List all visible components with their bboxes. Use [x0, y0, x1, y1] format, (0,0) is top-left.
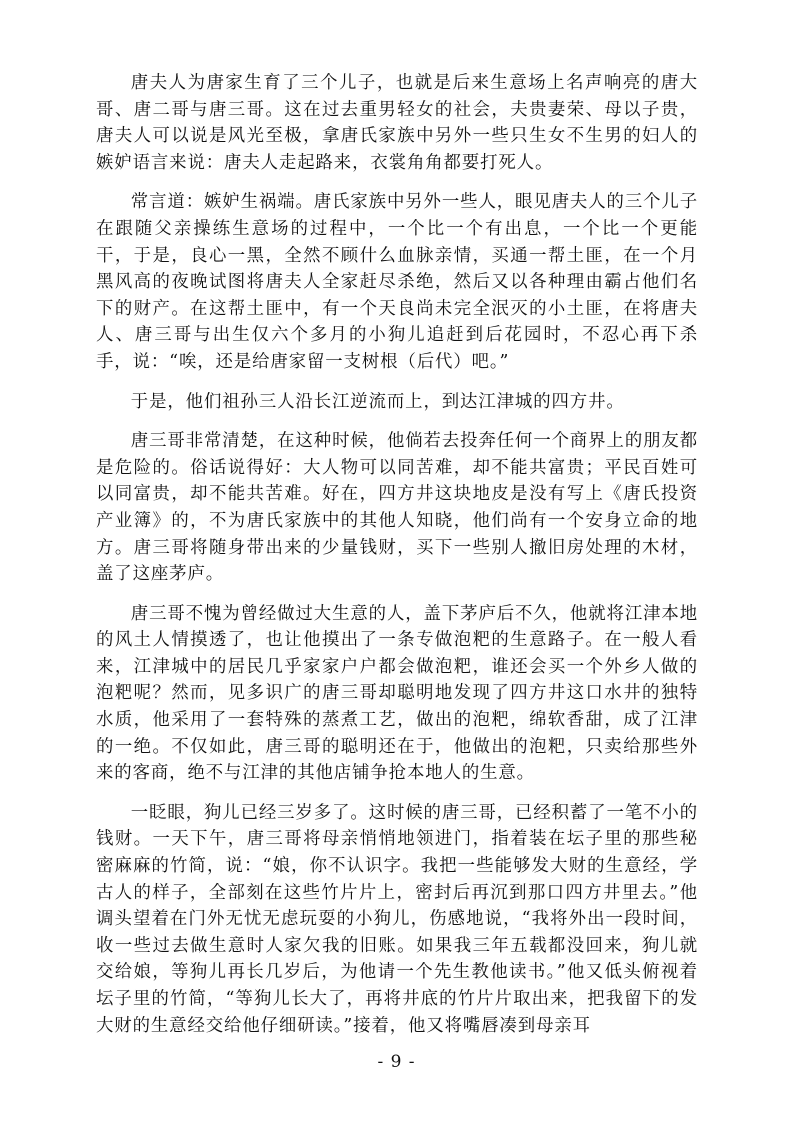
- paragraph-1: 唐夫人为唐家生育了三个儿子，也就是后来生意场上名声响亮的唐大哥、唐二哥与唐三哥。这在过去重男轻女的社会，夫贵妻荣、母以子贵，唐夫人可以说是风光至极，拿唐氏家族中另外一些只生女不生男的妇人的嫉妒语言来说：唐夫人走起路来，衣裳角角都要打死人。: [96, 73, 698, 173]
- paragraph-5: 唐三哥不愧为曾经做过大生意的人，盖下茅庐后不久，他就将江津本地的风土人情摸透了，也让他摸出了一条专做泡粑的生意路子。在一般人看来，江津城中的居民几乎家家户户都会做泡粑，谁还会买一个外乡人做的泡粑呢？然而，见多识广的唐三哥却聪明地发现了四方井这口水井的独特水质，他采用了一套特殊的蒸煮工艺，做出的泡粑，绵软香甜，成了江津的一绝。不仅如此，唐三哥的聪明还在于，他做出的泡粑，只卖给那些外来的客商，绝不与江津的其他店铺争抢本地人的生意。: [96, 603, 698, 784]
- body-text: [96, 70, 698, 1052]
- paragraph-2: 常言道：嫉妒生祸端。唐氏家族中另外一些人，眼见唐夫人的三个儿子在跟随父亲操练生意场的过程中，一个比一个有出息，一个比一个更能干，于是，良心一黑，全然不顾什么血脉亲情，买通一帮土匪，在一个月黑风高的夜晚试图将唐夫人全家赶尽杀绝，然后又以各种理由霸占他们名下的财产。在这帮土匪中，有一个天良尚未完全泯灭的小土匪，在将唐夫人、唐三哥与出生仅六个多月的小狗儿追赶到后花园时，不忍心再下杀手，说：“唉，还是给唐家留一支树根（后代）吧。”: [96, 192, 698, 372]
- page-number: - 9 -: [377, 1052, 416, 1072]
- paragraph-4: 唐三哥非常清楚，在这种时候，他倘若去投奔任何一个商界上的朋友都是危险的。俗话说得好：大人物可以同苦难，却不能共富贵；平民百姓可以同富贵，却不能共苦难。好在，四方井这块地皮是没有写上《唐氏投资产业簿》的，不为唐氏家族中的其他人知晓，他们尚有一个安身立命的地方。唐三哥将随身带出来的少量钱财，买下一些别人撤旧房处理的木材，盖了这座茅庐。: [96, 431, 698, 585]
- paragraph-6: 一眨眼，狗儿已经三岁多了。这时候的唐三哥，已经积蓄了一笔不小的钱财。一天下午，唐三哥将母亲悄悄地领进门，指着装在坛子里的那些秘密麻麻的竹简，说：“娘，你不认识字。我把一些能够发大财的生意经，学古人的样子，全部刻在这些竹片片上，密封后再沉到那口四方井里去。”他调头望着在门外无忧无虑玩耍的小狗儿，伤感地说，“我将外出一段时间，收一些过去做生意时人家欠我的旧账。如果我三年五载都没回来，狗儿就交给娘，等狗儿再长几岁后，为他请一个先生教他读书。”他又低头俯视着坛子里的竹简，“等狗儿长大了，再将井底的竹片片取出来，把我留下的发大财的生意经交给他仔细研读。”接着，他又将嘴唇凑到母亲耳: [96, 802, 698, 1036]
- paragraph-3: 于是，他们祖孙三人沿长江逆流而上，到达江津城的四方井。: [130, 391, 625, 412]
